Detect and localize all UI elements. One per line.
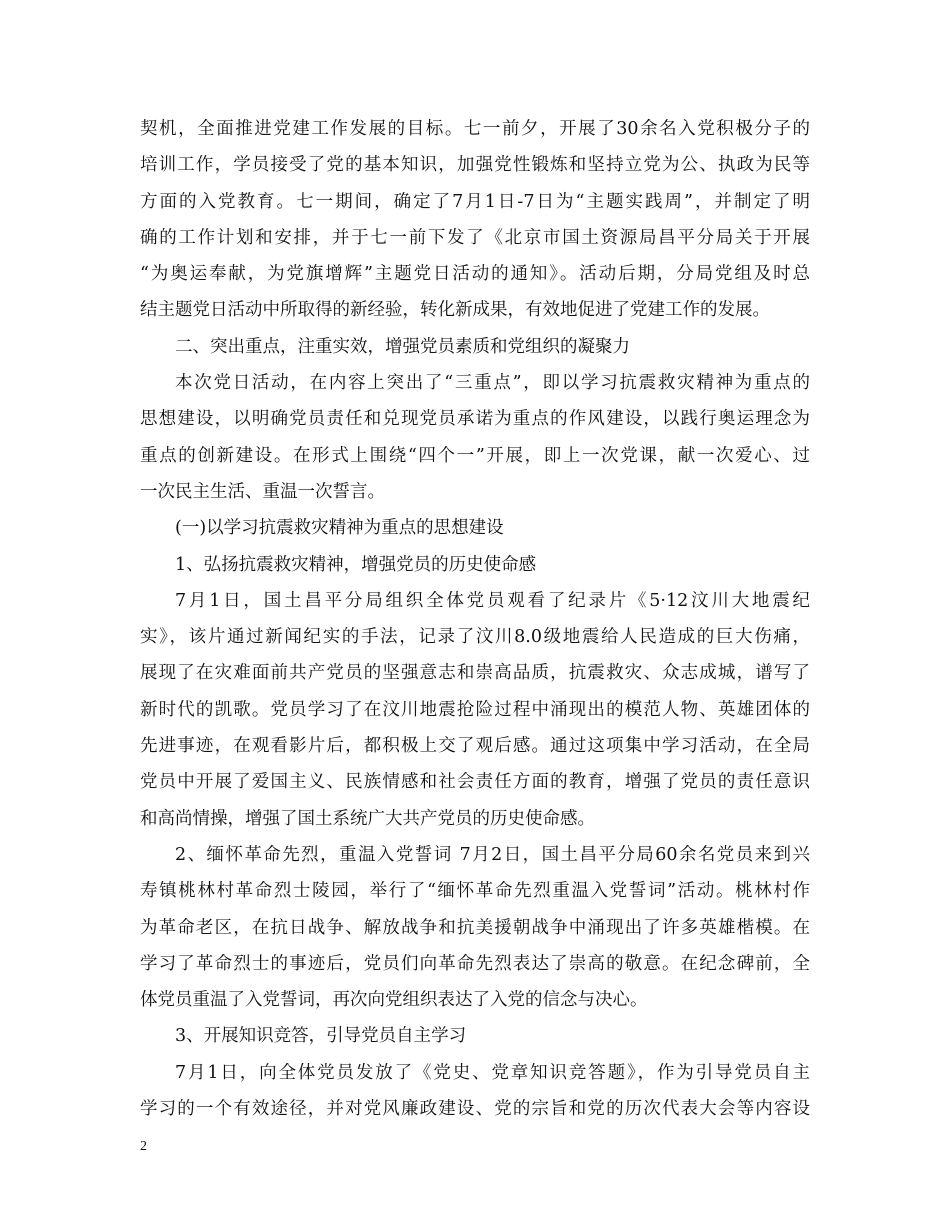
text-line: 党员中开展了爱国主义、民族情感和社会责任方面的教育，增强了党员的责任意识	[140, 772, 810, 793]
text-line: 方面的入党教育。七一期间，确定了7月1日-7日为“主题实践周”，并制定了明	[140, 191, 810, 212]
text-line: 学习的一个有效途径，并对党风廉政建设、党的宗旨和党的历次代表大会等内容设	[140, 1099, 810, 1120]
page-number: 2	[140, 1139, 147, 1154]
text-line: 寿镇桃林村革命烈士陵园，举行了“缅怀革命先烈重温入党誓词”活动。桃林村作	[140, 881, 810, 902]
text-line: 新时代的凯歌。党员学习了在汶川地震抢险过程中涌现出的模范人物、英雄团体的	[140, 699, 810, 720]
text-line: 展现了在灾难面前共产党员的坚强意志和崇高品质，抗震救灾、众志成城，谱写了	[140, 663, 810, 684]
text-line: 7月1日，向全体党员发放了《党史、党章知识竞答题》，作为引导党员自主	[175, 1062, 810, 1083]
text-line: “为奥运奉献，为党旗增辉”主题党日活动的通知》。活动后期，分局党组及时总	[140, 264, 810, 285]
text-line: 1、弘扬抗震救灾精神，增强党员的历史使命感	[175, 554, 537, 575]
text-line: 本次党日活动，在内容上突出了“三重点”，即以学习抗震救灾精神为重点的	[175, 373, 810, 394]
text-line: 为革命老区，在抗日战争、解放战争和抗美援朝战争中涌现出了许多英雄楷模。在	[140, 917, 810, 938]
text-line: 一次民主生活、重温一次誓言。	[140, 481, 385, 502]
text-line: 思想建设，以明确党员责任和兑现党员承诺为重点的作风建设，以践行奥运理念为	[140, 409, 810, 430]
body-text	[140, 111, 810, 1127]
text-line: 2、缅怀革命先烈，重温入党誓词 7月2日，国土昌平分局60余名党员来到兴	[175, 844, 810, 865]
text-line: 实》，该片通过新闻纪实的手法，记录了汶川8.0级地震给人民造成的巨大伤痛，	[140, 627, 810, 648]
text-line: (一)以学习抗震救灾精神为重点的思想建设	[175, 518, 504, 539]
text-line: 体党员重温了入党誓词，再次向党组织表达了入党的信念与决心。	[140, 990, 648, 1011]
text-line: 重点的创新建设。在形式上围绕“四个一”开展，即上一次党课，献一次爱心、过	[140, 445, 810, 466]
text-line: 契机，全面推进党建工作发展的目标。七一前夕，开展了30余名入党积极分子的	[140, 119, 810, 139]
text-line: 结主题党日活动中所取得的新经验，转化新成果，有效地促进了党建工作的发展。	[140, 300, 770, 321]
text-line: 二、突出重点，注重实效，增强党员素质和党组织的凝聚力	[175, 336, 630, 357]
text-line: 培训工作，学员接受了党的基本知识，加强党性锻炼和坚持立党为公、执政为民等	[140, 155, 810, 176]
text-line: 确的工作计划和安排，并于七一前下发了《北京市国土资源局昌平分局关于开展	[140, 227, 810, 248]
text-line: 和高尚情操，增强了国土系统广大共产党员的历史使命感。	[140, 808, 595, 829]
text-line: 学习了革命烈士的事迹后，党员们向革命先烈表达了崇高的敬意。在纪念碑前，全	[140, 953, 810, 974]
text-line: 7月1日，国土昌平分局组织全体党员观看了纪录片《5·12汶川大地震纪	[175, 590, 810, 611]
text-line: 先进事迹，在观看影片后，都积极上交了观后感。通过这项集中学习活动，在全局	[140, 736, 810, 757]
text-line: 3、开展知识竞答，引导党员自主学习	[175, 1026, 467, 1047]
